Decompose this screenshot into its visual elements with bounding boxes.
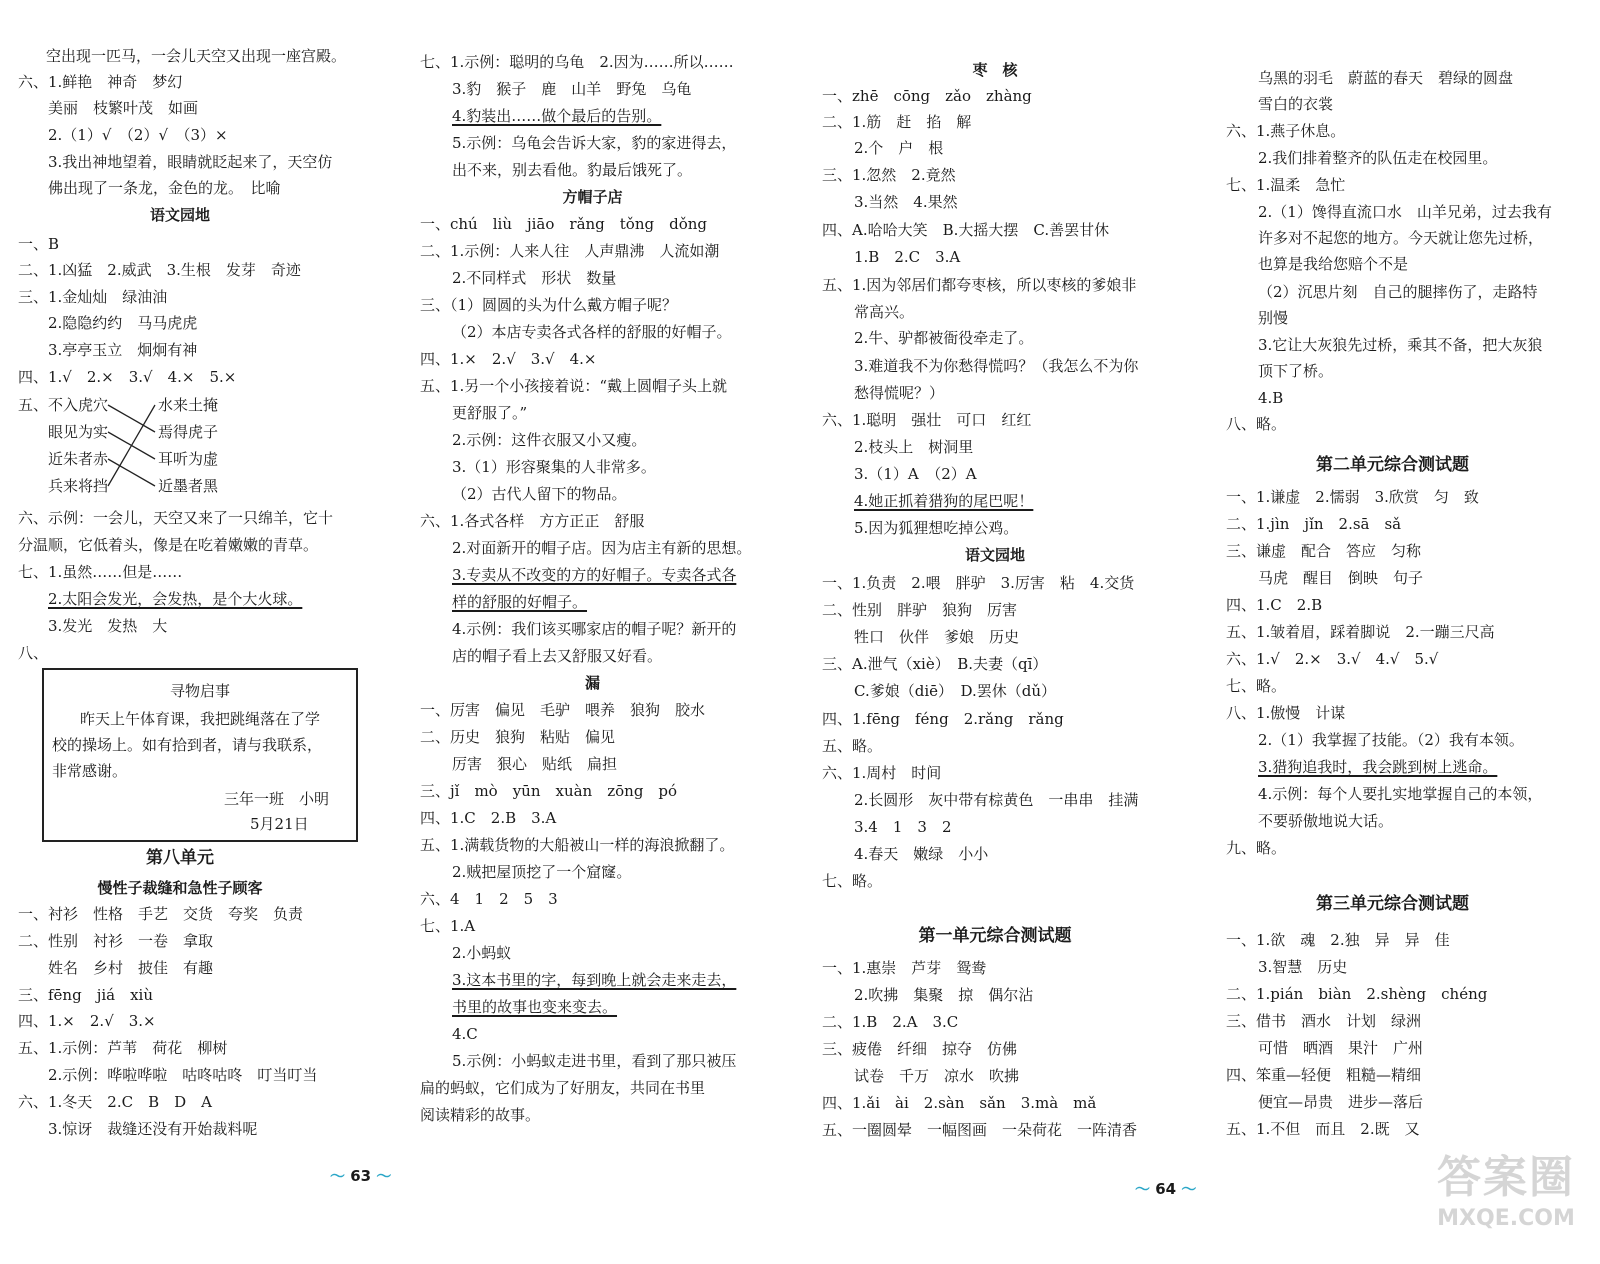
match-line	[108, 405, 155, 432]
text-line: 一、B	[18, 235, 60, 253]
page-number-right	[1135, 1178, 1196, 1199]
text-line: 三、1.忽然 2.竟然	[822, 166, 956, 184]
text-line: 七、略。	[822, 872, 883, 890]
text-line: 五、1.示例：芦苇 荷花 柳树	[18, 1039, 228, 1057]
text-line: 五、一圈圆晕 一幅图画 一朵荷花 一阵清香	[822, 1121, 1138, 1139]
text-line: 姓名 乡村 披佳 有趣	[48, 959, 214, 977]
section-heading: 枣 核	[972, 61, 1018, 79]
unit-title: 第八单元	[146, 848, 214, 868]
text-line: 三、fēng jiá xiù	[18, 986, 154, 1004]
section-heading: 方帽子店	[562, 188, 623, 206]
text-line: 四、1.ǎi ài 2.sàn sǎn 3.mà mǎ	[822, 1094, 1097, 1112]
match-right-item: 水来土掩	[158, 396, 219, 414]
text-line: 四、1.√ 2.× 3.√ 4.× 5.×	[18, 368, 237, 386]
text-line: 三、jǐ mò yūn xuàn zōng pó	[420, 782, 678, 800]
text-line: 六、1.各式各样 方方正正 舒服	[420, 512, 645, 530]
text-line: 三、借书 酒水 计划 绿洲	[1226, 1012, 1422, 1030]
text-line: 3.发光 发热 大	[48, 617, 168, 635]
text-line: 五、1.因为邻居们都夸枣核，所以枣核的爹娘非	[822, 276, 1137, 294]
text-line: 二、1.B 2.A 3.C	[822, 1013, 959, 1031]
text-line: 2.我们排着整齐的队伍走在校园里。	[1258, 149, 1498, 167]
text-line: 二、历史 狼狗 粘贴 偏见	[420, 728, 616, 746]
text-line: 三、（1）圆圆的头为什么戴方帽子呢？	[420, 296, 678, 314]
text-line: 三、谦虚 配合 答应 匀称	[1226, 542, 1422, 560]
text-line: 分温顺，它低着头，像是在吃着嫩嫩的青草。	[18, 536, 319, 554]
text-line: 六、1.聪明 强壮 可口 红红	[822, 411, 1032, 429]
site-watermark	[1426, 1150, 1586, 1260]
text-line: 2.（1）我掌握了技能。（2）我有本领。	[1258, 731, 1524, 749]
text-line: 七、1.A	[420, 917, 476, 935]
text-line: 2.示例：这件衣服又小又瘦。	[452, 431, 647, 449]
text-line: （2）本店专卖各式各样的舒服的好帽子。	[452, 323, 732, 341]
text-line: 3.当然 4.果然	[854, 193, 958, 211]
page-number-right-label: 64	[1155, 1180, 1177, 1198]
text-line-underlined: 样的舒服的好帽子。	[452, 593, 588, 611]
text-line: 一、衬衫 性格 手艺 交货 夸奖 负责	[18, 905, 304, 923]
text-line: 3.它让大灰狼先过桥，乘其不备，把大灰狼	[1258, 336, 1543, 354]
text-line: 一、zhē cōng zǎo zhàng	[822, 87, 1032, 105]
match-left-item: 近朱者赤	[48, 450, 109, 468]
decoration-wing-icon: 〜	[1181, 1180, 1197, 1198]
text-line: 二、性别 胖驴 狼狗 厉害	[822, 601, 1018, 619]
text-line: 3.（1）形容聚集的人非常多。	[452, 458, 656, 476]
text-line-underlined: 4.她正抓着猎狗的尾巴呢！	[854, 492, 1034, 510]
text-line: 4.春天 嫩绿 小小	[854, 845, 989, 863]
text-line: 2.吹拂 集聚 掠 偶尔沾	[854, 986, 1034, 1004]
text-line: 别慢	[1258, 309, 1289, 327]
match-left-item: 眼见为实	[48, 423, 109, 441]
match-line	[108, 459, 155, 486]
text-line: 七、略。	[1226, 677, 1287, 695]
text-line: 3.豹 猴子 鹿 山羊 野兔 乌龟	[452, 80, 692, 98]
text-line: 二、1.筋 赶 掐 解	[822, 113, 972, 131]
text-line: 一、chú liù jiāo rǎng tǒng dǒng	[420, 215, 707, 233]
text-line: 八、	[18, 644, 49, 662]
section-heading: 漏	[584, 674, 600, 692]
text-line: 不要骄傲地说大话。	[1258, 812, 1394, 830]
text-line: 也算是我给您赔个不是	[1258, 255, 1409, 273]
section-heading: 第三单元综合测试题	[1316, 894, 1469, 914]
decoration-wing-icon: 〜	[376, 1167, 392, 1185]
text-line: 3.惊讶 裁缝还没有开始裁料呢	[48, 1120, 258, 1138]
text-line: 4.示例：我们该买哪家店的帽子呢？新开的	[452, 620, 737, 638]
text-line: 四、A.哈哈大笑 B.大摇大摆 C.善罢甘休	[822, 221, 1110, 239]
text-line: 六、1.冬天 2.C B D A	[18, 1093, 212, 1111]
text-line: 三、疲倦 纤细 掠夺 仿佛	[822, 1040, 1018, 1058]
text-line: （2）沉思片刻 自己的腿摔伤了，走路特	[1258, 283, 1538, 301]
text-line: 扁的蚂蚁，它们成为了好朋友，共同在书里	[420, 1079, 706, 1097]
text-line: 美丽 枝繁叶茂 如画	[48, 99, 199, 117]
text-line: 六、1.周村 时间	[822, 764, 942, 782]
text-line: 三、A.泄气（xiè） B.夫妻（qī）	[822, 655, 1048, 673]
text-line: 一、厉害 偏见 毛驴 喂养 狼狗 胶水	[420, 701, 706, 719]
section-heading: 语文园地	[149, 206, 210, 224]
text-line: 四、1.C 2.B	[1226, 596, 1323, 614]
text-line: 2.牛、驴都被衙役牵走了。	[854, 329, 1034, 347]
text-line: 五、1.不但 而且 2.既 又	[1226, 1120, 1420, 1138]
text-line: 五、1.满载货物的大船被山一样的海浪掀翻了。	[420, 836, 735, 854]
text-line: 更舒服了。”	[452, 404, 528, 422]
match-connector-lines	[0, 0, 400, 520]
text-line: 4.示例：每个人要扎实地掌握自己的本领，	[1258, 785, 1543, 803]
text-line: 愁得慌呢？）	[854, 384, 945, 402]
text-line: 二、1.jìn jǐn 2.sā sǎ	[1226, 515, 1402, 533]
text-line: 二、1.示例：人来人往 人声鼎沸 人流如潮	[420, 242, 720, 260]
text-line: 2.小蚂蚁	[452, 944, 512, 962]
text-line: 2.示例：哗啦哗啦 咕咚咕咚 叮当叮当	[48, 1066, 318, 1084]
text-line: 二、1.凶猛 2.威武 3.生根 发芽 奇迹	[18, 261, 301, 279]
text-line: 二、性别 衬衫 一卷 拿取	[18, 932, 214, 950]
notice-title: 寻物启事	[169, 682, 230, 700]
text-line: 乌黑的羽毛 蔚蓝的春天 碧绿的圆盘	[1258, 69, 1514, 87]
text-line: C.爹娘（diē） D.罢休（dǔ）	[854, 682, 1057, 700]
text-line-underlined: 3.这本书里的字，每到晚上就会走来走去，	[452, 971, 737, 989]
text-line: 2.枝头上 树洞里	[854, 438, 974, 456]
match-right-item: 焉得虎子	[158, 423, 219, 441]
text-line: 3.4 1 3 2	[854, 818, 952, 836]
match-right-item: 近墨者黑	[158, 477, 219, 495]
match-left-item: 兵来将挡	[48, 477, 109, 495]
text-line: 六、4 1 2 5 3	[420, 890, 558, 908]
lost-item-notice	[42, 668, 358, 842]
text-line: 出不来，别去看他。豹最后饿死了。	[452, 161, 693, 179]
text-line: 六、1.鲜艳 神奇 梦幻	[18, 73, 183, 91]
text-line: 3.（1）A （2）A	[854, 465, 977, 483]
text-line: 五、略。	[822, 737, 883, 755]
text-line: 三、1.金灿灿 绿油油	[18, 288, 168, 306]
text-line: 2.贼把屋顶挖了一个窟窿。	[452, 863, 632, 881]
text-line: 4.C	[452, 1025, 478, 1043]
text-line: 五、1.皱着眉，踩着脚说 2.一蹦三尺高	[1226, 623, 1495, 641]
text-line: 空出现一匹马，一会儿天空又出现一座宫殿。	[46, 47, 347, 65]
text-line: 2.对面新开的帽子店。因为店主有新的思想。	[452, 539, 752, 557]
text-line: 试卷 千万 凉水 吹拂	[854, 1067, 1020, 1085]
text-line: 2.隐隐约约 马马虎虎	[48, 314, 198, 332]
decoration-wing-icon: 〜	[330, 1167, 346, 1185]
text-line: 2.（1）√ （2）√ （3）×	[48, 126, 228, 144]
text-line: 可惜 晒酒 果汁 广州	[1258, 1039, 1424, 1057]
text-line: 3.亭亭玉立 炯炯有神	[48, 341, 198, 359]
text-line: 3.智慧 历史	[1258, 958, 1348, 976]
lesson-title: 慢性子裁缝和急性子顾客	[97, 879, 263, 897]
text-line: 3.我出神地望着，眼睛就眨起来了，天空仿	[48, 153, 333, 171]
text-line: 六、1.√ 2.× 3.√ 4.√ 5.√	[1226, 650, 1439, 668]
text-line: 5.因为狐狸想吃掉公鸡。	[854, 519, 1019, 537]
section-heading: 第二单元综合测试题	[1316, 455, 1469, 475]
text-line: 一、1.谦虚 2.懦弱 3.欣赏 匀 致	[1226, 488, 1479, 506]
text-line-underlined: 2.太阳会发光，会发热，是个大火球。	[48, 590, 303, 608]
section-heading: 语文园地	[964, 546, 1025, 564]
notice-body-line: 校的操场上。如有拾到者，请与我联系，	[52, 736, 323, 754]
text-line: 五、1.另一个小孩接着说：“戴上圆帽子头上就	[420, 377, 727, 395]
text-line: 九、略。	[1226, 839, 1287, 857]
text-line: 1.B 2.C 3.A	[854, 248, 961, 266]
watermark-url: MXQE.COM	[1437, 1206, 1575, 1231]
text-line: 常高兴。	[854, 303, 915, 321]
notice-body-line: 昨天上午体育课，我把跳绳落在了学	[80, 710, 321, 728]
text-line: 阅读精彩的故事。	[420, 1106, 541, 1124]
page-number-left-label: 63	[350, 1167, 372, 1185]
decoration-wing-icon: 〜	[1135, 1180, 1151, 1198]
text-line: 店的帽子看上去又舒服又好看。	[452, 647, 663, 665]
text-line: 顶下了桥。	[1258, 362, 1334, 380]
text-line: 厉害 狠心 贴纸 扁担	[452, 755, 618, 773]
text-line: 2.长圆形 灰中带有棕黄色 一串串 挂满	[854, 791, 1139, 809]
text-line: 5.示例：乌龟会告诉大家，豹的家进得去，	[452, 134, 737, 152]
text-line: 5.示例：小蚂蚁走进书里，看到了那只被压	[452, 1052, 737, 1070]
text-line: 四、1.C 2.B 3.A	[420, 809, 557, 827]
match-line	[108, 405, 155, 486]
text-line: 七、1.温柔 急忙	[1226, 176, 1346, 194]
text-line: 六、1.燕子休息。	[1226, 122, 1346, 140]
text-line-underlined: 书里的故事也变来变去。	[452, 998, 618, 1016]
watermark-logo-text: 答案圈	[1437, 1152, 1575, 1203]
text-line-underlined: 3.猎狗追我时，我会跳到树上逃命。	[1258, 758, 1498, 776]
text-line: 八、略。	[1226, 415, 1287, 433]
match-right-item: 耳听为虚	[158, 450, 219, 468]
text-line: 4.B	[1258, 389, 1284, 407]
match-left-item: 五、不入虎穴	[18, 396, 109, 414]
text-line: 四、1.× 2.√ 3.√ 4.×	[420, 350, 597, 368]
text-line: 一、1.欲 魂 2.独 异 异 佳	[1226, 931, 1450, 949]
page-number-left	[330, 1165, 391, 1186]
text-line: 四、1.× 2.√ 3.×	[18, 1012, 156, 1030]
notice-date: 5月21日	[250, 815, 309, 833]
text-line: 雪白的衣裳	[1258, 95, 1334, 113]
text-line: 许多对不起您的地方。今天就让您先过桥，	[1258, 229, 1544, 247]
text-line: （2）古代人留下的物品。	[452, 485, 627, 503]
text-line: 二、1.pián biàn 2.shèng chéng	[1226, 985, 1488, 1003]
text-line: 七、1.示例：聪明的乌龟 2.因为……所以……	[420, 53, 734, 71]
text-line: 牲口 伙伴 爹娘 历史	[854, 628, 1020, 646]
text-line: 七、1.虽然……但是……	[18, 563, 183, 581]
text-line: 六、示例：一会儿，天空又来了一只绵羊，它十	[18, 509, 334, 527]
text-line-underlined: 3.专卖从不改变的方的好帽子。专卖各式各	[452, 566, 737, 584]
text-line: 2.（1）馋得直流口水 山羊兄弟，过去我有	[1258, 203, 1552, 221]
text-line: 四、笨重—轻便 粗糙—精细	[1226, 1066, 1422, 1084]
text-line-underlined: 4.豹装出……做个最后的告别。	[452, 107, 662, 125]
text-line: 八、1.傲慢 计谋	[1226, 704, 1346, 722]
text-line: 马虎 醒目 倒映 句子	[1258, 569, 1424, 587]
text-line: 便宜—昂贵 进步—落后	[1258, 1093, 1424, 1111]
text-line: 一、1.惠崇 芦芽 鸳鸯	[822, 959, 987, 977]
notice-signature: 三年一班 小明	[224, 790, 330, 808]
text-line: 2.个 户 根	[854, 139, 944, 157]
text-line: 一、1.负责 2.喂 胖驴 3.厉害 粘 4.交货	[822, 574, 1135, 592]
notice-body-line: 非常感谢。	[52, 762, 128, 780]
text-line: 3.难道我不为你愁得慌吗？（我怎么不为你	[854, 357, 1139, 375]
text-line: 四、1.fēng féng 2.rǎng rǎng	[822, 710, 1064, 728]
section-heading: 第一单元综合测试题	[918, 926, 1072, 946]
text-line: 佛出现了一条龙，金色的龙。 比喻	[48, 179, 281, 197]
text-line: 2.不同样式 形状 数量	[452, 269, 617, 287]
